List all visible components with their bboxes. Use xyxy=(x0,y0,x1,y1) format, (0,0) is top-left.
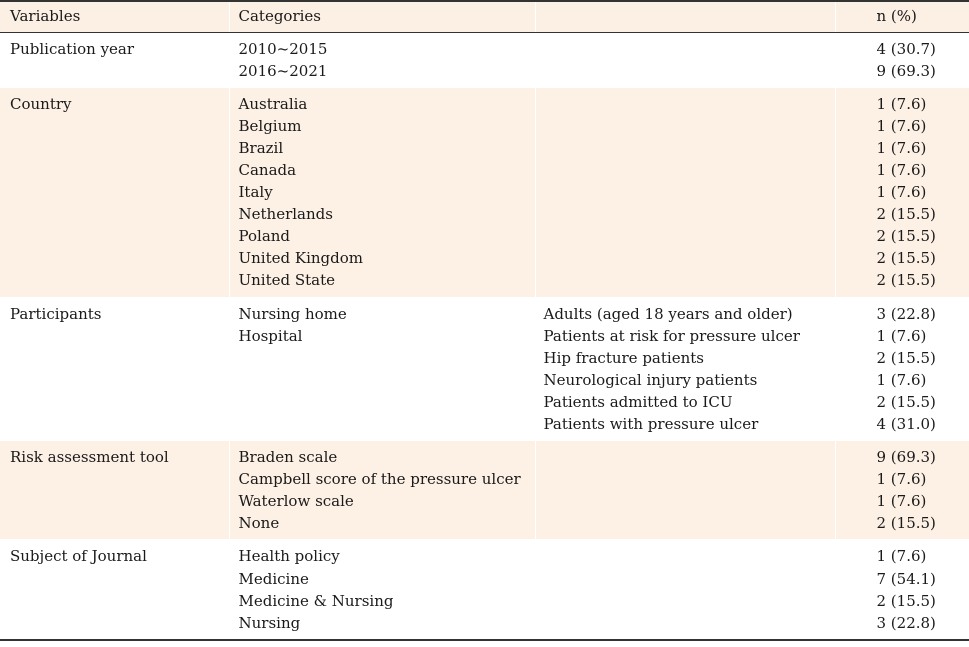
n-percent-value: 2 (15.5) xyxy=(876,227,936,246)
subcategory-label xyxy=(544,468,835,490)
n-percent-value: 2 (15.5) xyxy=(876,591,936,610)
category-label: Campbell score of the pressure ulcer xyxy=(238,470,521,489)
category-label-cell xyxy=(229,540,535,640)
category-label xyxy=(239,369,535,391)
category-label xyxy=(239,391,535,413)
subcategory-label: Hip fracture patients xyxy=(543,348,704,367)
category-label: Hospital xyxy=(238,326,303,345)
n-percent-value: 3 (22.8) xyxy=(876,613,936,632)
n-percent-value: 2 (15.5) xyxy=(876,205,936,224)
category-label: Medicine xyxy=(238,569,309,588)
n-percent-value: 1 (7.6) xyxy=(876,492,927,511)
table-row-group xyxy=(0,297,969,441)
n-percent-value-cell xyxy=(835,32,969,87)
subcategory-label xyxy=(544,269,835,291)
n-percent-value: 1 (7.6) xyxy=(876,326,927,345)
subcategory-label xyxy=(544,181,835,203)
n-percent-value: 1 (7.6) xyxy=(876,160,927,179)
subcategory-label xyxy=(544,568,835,590)
variable-label: Risk assessment tool xyxy=(10,448,169,467)
subcategory-label xyxy=(544,137,835,159)
n-percent-value: 1 (7.6) xyxy=(876,138,927,157)
variable-cell xyxy=(0,540,229,640)
table-row-group xyxy=(0,32,969,87)
n-percent-value: 1 (7.6) xyxy=(876,116,927,135)
subcategory-label: Adults (aged 18 years and older) xyxy=(543,304,793,323)
n-percent-value: 9 (69.3) xyxy=(876,61,936,80)
table-row-group xyxy=(0,540,969,640)
subcategory-label xyxy=(544,225,835,247)
subcategory-label xyxy=(544,612,835,634)
header-n-percent: n (%) xyxy=(835,1,969,32)
category-label: 2016~2021 xyxy=(238,61,328,80)
category-label xyxy=(239,413,535,435)
n-percent-value: 2 (15.5) xyxy=(876,348,936,367)
n-percent-value: 7 (54.1) xyxy=(876,569,936,588)
n-percent-value: 1 (7.6) xyxy=(876,183,927,202)
n-percent-value: 4 (30.7) xyxy=(876,39,936,58)
category-label-cell xyxy=(229,441,535,540)
category-label: Medicine & Nursing xyxy=(238,591,394,610)
subcategory-label: Patients at risk for pressure ulcer xyxy=(543,326,800,345)
table-body xyxy=(0,32,969,640)
category-label: Nursing xyxy=(238,613,301,632)
header-variables: Variables xyxy=(0,1,229,32)
subcategory-label: Patients admitted to ICU xyxy=(543,392,733,411)
category-label: Braden scale xyxy=(238,448,338,467)
category-label: United Kingdom xyxy=(238,249,363,268)
category-label xyxy=(239,347,535,369)
table-header xyxy=(0,1,969,32)
variable-label: Country xyxy=(10,94,72,113)
n-percent-value: 1 (7.6) xyxy=(876,94,927,113)
subcategory-label-cell xyxy=(535,87,835,297)
n-percent-value: 9 (69.3) xyxy=(876,448,936,467)
n-percent-value: 3 (22.8) xyxy=(876,304,936,323)
n-percent-value: 2 (15.5) xyxy=(876,271,936,290)
category-label: Canada xyxy=(238,160,297,179)
subcategory-label-cell xyxy=(535,32,835,87)
subcategory-label xyxy=(544,490,835,512)
n-percent-value: 1 (7.6) xyxy=(876,370,927,389)
subcategory-label xyxy=(544,38,835,60)
variable-cell xyxy=(0,87,229,297)
n-percent-value: 2 (15.5) xyxy=(876,392,936,411)
n-percent-value: 4 (31.0) xyxy=(876,415,936,433)
category-label-cell xyxy=(229,87,535,297)
subcategory-label xyxy=(544,60,835,82)
category-label-cell xyxy=(229,32,535,87)
category-label: Waterlow scale xyxy=(238,492,354,511)
subcategory-label xyxy=(544,545,835,567)
n-percent-value-cell xyxy=(835,540,969,640)
variable-label: Publication year xyxy=(10,39,135,58)
category-label: Brazil xyxy=(238,138,284,157)
n-percent-value-cell xyxy=(835,297,969,441)
n-percent-value: 1 (7.6) xyxy=(876,547,927,566)
table-row-group xyxy=(0,87,969,297)
n-percent-value: 1 (7.6) xyxy=(876,470,927,489)
n-percent-value: 2 (15.5) xyxy=(876,514,936,533)
subcategory-label xyxy=(544,93,835,115)
category-label: Netherlands xyxy=(238,205,333,224)
variable-label: Participants xyxy=(10,304,102,323)
category-label: United State xyxy=(238,271,336,290)
subcategory-label: Patients with pressure ulcer xyxy=(543,415,759,433)
category-label: Nursing home xyxy=(238,304,347,323)
category-label: Poland xyxy=(238,227,291,246)
category-label: Belgium xyxy=(238,116,302,135)
subcategory-label: Neurological injury patients xyxy=(543,370,758,389)
subcategory-label-cell xyxy=(535,441,835,540)
subcategory-label-cell xyxy=(535,540,835,640)
subcategory-label xyxy=(544,247,835,269)
variable-cell xyxy=(0,441,229,540)
table-row-group xyxy=(0,441,969,540)
category-label: Australia xyxy=(238,94,308,113)
header-subcategories xyxy=(535,1,835,32)
n-percent-value-cell xyxy=(835,441,969,540)
subcategory-label xyxy=(544,203,835,225)
header-categories: Categories xyxy=(229,1,535,32)
subcategory-label xyxy=(544,446,835,468)
subcategory-label xyxy=(544,159,835,181)
subcategory-label xyxy=(544,590,835,612)
category-label-cell xyxy=(229,297,535,441)
subcategory-label xyxy=(544,115,835,137)
category-label: 2010~2015 xyxy=(238,39,328,58)
n-percent-value: 2 (15.5) xyxy=(876,249,936,268)
category-label: None xyxy=(238,514,280,533)
n-percent-value-cell xyxy=(835,87,969,297)
subcategory-label-cell xyxy=(535,297,835,441)
variable-cell xyxy=(0,32,229,87)
variable-label: Subject of Journal xyxy=(10,547,147,566)
subcategory-label xyxy=(544,512,835,534)
variable-cell xyxy=(0,297,229,441)
category-label: Italy xyxy=(238,183,273,202)
category-label: Health policy xyxy=(238,547,340,566)
